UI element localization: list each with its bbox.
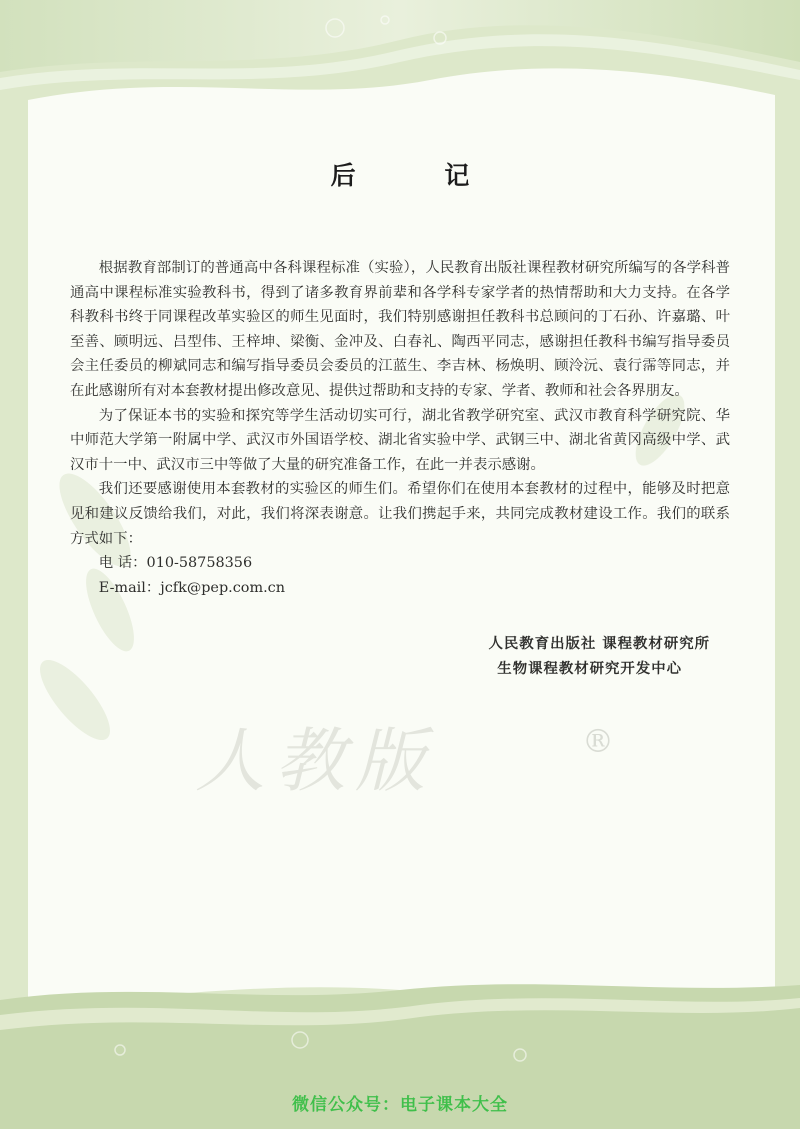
signature-block [380,632,710,681]
signature-publisher: 人民教育出版社 课程教材研究所 [488,635,710,652]
paragraph-acknowledgement: 根据教育部制订的普通高中各科课程标准（实验），人民教育出版社课程教材研究所编写的各学科普通高中课程标准实验教科书，得到了诸多教育界前辈和各学科专家学者的热情帮助和大力支持。在各学科教科书终于同课程改革实验区的师生见面时，我们特别感谢担任教科书总顾问的丁石孙、许嘉璐、叶至善、顾明远、吕型伟、王梓坤、梁衡、金冲及、白春礼、陶西平同志，感谢担任教科书编写指导委员会主任委员的柳斌同志和编写指导委员会委员的江蓝生、李吉林、杨焕明、顾泠沅、袁行霈等同志，并在此感谢所有对本套教材提出修改意见、提供过帮助和支持的专家、学者、教师和社会各界朋友。 [70,260,730,399]
paragraph-feedback: 我们还要感谢使用本套教材的实验区的师生们。希望你们在使用本套教材的过程中，能够及时把意见和建议反馈给我们，对此，我们将深表谢意。让我们携起手来，共同完成教材建设工作。我们的联系方式如下： [70,481,730,547]
contact-phone: 电 话：010-58758356 [98,555,253,572]
signature-center: 生物课程教材研究开发中心 [497,659,682,677]
paragraph-schools: 为了保证本书的实验和探究等学生活动切实可行，湖北省教学研究室、武汉市教育科学研究院、华中师范大学第一附属中学、武汉市外国语学校、湖北省实验中学、武钢三中、湖北省黄冈高级中学、武汉市十一中、武汉市三中等做了大量的研究准备工作，在此一并表示感谢。 [70,407,730,473]
registered-mark: ® [582,722,614,760]
page-title: 后 记 [330,161,510,190]
footer-wechat-banner: 微信公众号：电子课本大全 [292,1095,508,1115]
afterword-body [70,256,730,600]
publisher-watermark: 人教版 [195,720,435,802]
contact-email: E-mail：jcfk@pep.com.cn [98,579,285,596]
